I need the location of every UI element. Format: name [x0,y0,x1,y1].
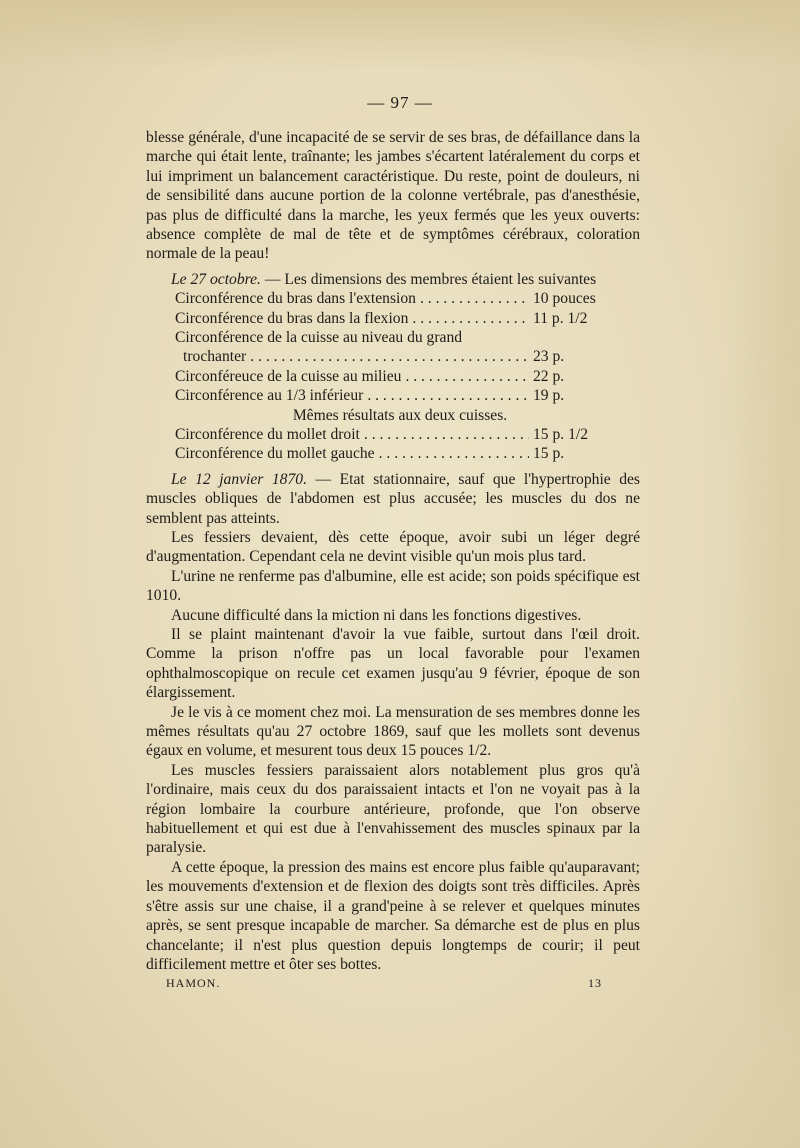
measurement-row [175,367,615,386]
body-text [146,128,640,974]
measurement-row [175,444,615,463]
paragraph: Les muscles fessiers paraissaient alors notablement plus gros qu'à l'ordinaire, mais ceux du dos paraissaient intacts et l'on ne voyait pas à la région lombaire la courbure antérieure, profonde, que l'on observe habituellement et qui est due à l'envahissement des muscles spinaux par la paralysie. [146,761,640,857]
paragraph: Aucune difficulté dans la miction ni dans les fonctions digestives. [171,606,582,624]
measurement-row [175,386,615,405]
measurement-row [175,425,615,444]
dot-leader [405,367,529,386]
entry-date: Le 12 janvier 1870. [171,470,307,488]
measurement-row [175,289,615,308]
measurement-value: 11 p. 1/2 [533,309,588,327]
measurement-label: Circonférence du bras dans la flexion [175,309,409,327]
measurement-label: Circonférence de la cuisse au niveau du grand [175,329,463,347]
page-number: — 97 — [367,93,433,112]
dot-leader [250,347,529,366]
measurement-value: 10 pouces [533,290,596,308]
paragraph: L'urine ne renferme pas d'albumine, elle est acide; son poids spécifique est 1010. [146,567,640,605]
sheet-number: 13 [588,976,602,990]
dot-leader [412,309,529,328]
paper-stain [750,120,800,1020]
paper-stain [0,0,800,70]
paragraph: Il se plaint maintenant d'avoir la vue faible, surtout dans l'œil droit. Comme la prison n'offre pas un local favorable pour l'examen ophthalmoscopique on recule cet examen jusqu'au 9 février, époque de son élargissement. [146,626,640,702]
measurement-label: Circonférence du mollet droit [175,425,360,443]
dot-leader [379,444,529,463]
measurement-label: Circonféreuce de la cuisse au milieu [175,367,402,385]
measurement-value: 15 p. 1/2 [533,425,589,443]
paragraph: Les fessiers devaient, dès cette époque, avoir subi un léger degré d'augmentation. Cependant cela ne devint visible qu'un mois plus tard. [146,528,640,566]
intro-paragraph: blesse générale, d'une incapacité de se servir de ses bras, de défaillance dans la marche qui était lente, traînante; les jambes s'écartent latéralement du corps et lui impriment un balancement caractéristique. Du reste, point de douleurs, ni de sensibilité dans aucune portion de la colonne vertébrale, pas d'anesthésie, pas plus de difficulté dans la marche, les yeux fermés que les yeux ouverts: absence complète de mal de tête et de symptômes cérébraux, coloration normale de la peau! [146,129,640,263]
measurement-label: trochanter [183,348,247,366]
january-entry [146,470,640,528]
measurement-value: 19 p. [533,387,565,405]
page-footer [166,976,602,991]
dot-leader [420,289,529,308]
measurement-value: 23 p. [533,348,565,366]
measurement-note: Mêmes résultats aux deux cuisses. [292,406,508,424]
measurement-label: Circonférence au 1/3 inférieur [175,387,364,405]
measurement-value: 15 p. [533,445,565,463]
signature-mark: HAMON. [166,976,221,990]
measurement-row [175,309,615,328]
dot-leader [364,425,529,444]
measurement-row-continuation [175,347,615,366]
entry-text: — Etat stationnaire, sauf que l'hypertrophie des muscles obliques de l'abdomen est plus accusée; les muscles du dos ne semblent pas atteints. [146,470,640,527]
measurement-label: Circonférence du bras dans l'extension [175,290,416,308]
measurement-label: Circonférence du mollet gauche [175,445,375,463]
paragraph: Je le vis à ce moment chez moi. La mensuration de ses membres donne les mêmes résultats qu'au 27 octobre 1869, sauf que les mollets sont devenus égaux en volume, et mesurent tous deux 15 pouces 1/2. [146,703,640,760]
entry-date: Le 27 octobre. [171,270,261,288]
dot-leader [367,386,529,405]
paragraph: A cette époque, la pression des mains est encore plus faible qu'auparavant; les mouvements d'extension et de flexion des doigts sont très difficiles. Après s'être assis sur une chaise, il a grand'peine à se relever et quelques minutes après, se sent presque incapable de marcher. Sa démarche est de plus en plus chancelante; il n'est plus question depuis longtemps de courir; il peut difficilement mettre et ôter ses bottes. [146,858,640,973]
measurements-table [175,289,615,464]
measurement-row [175,328,615,347]
measurement-value: 22 p. [533,367,565,385]
entry-text: — Les dimensions des membres étaient les suivantes [260,270,597,288]
october-entry [146,270,640,289]
